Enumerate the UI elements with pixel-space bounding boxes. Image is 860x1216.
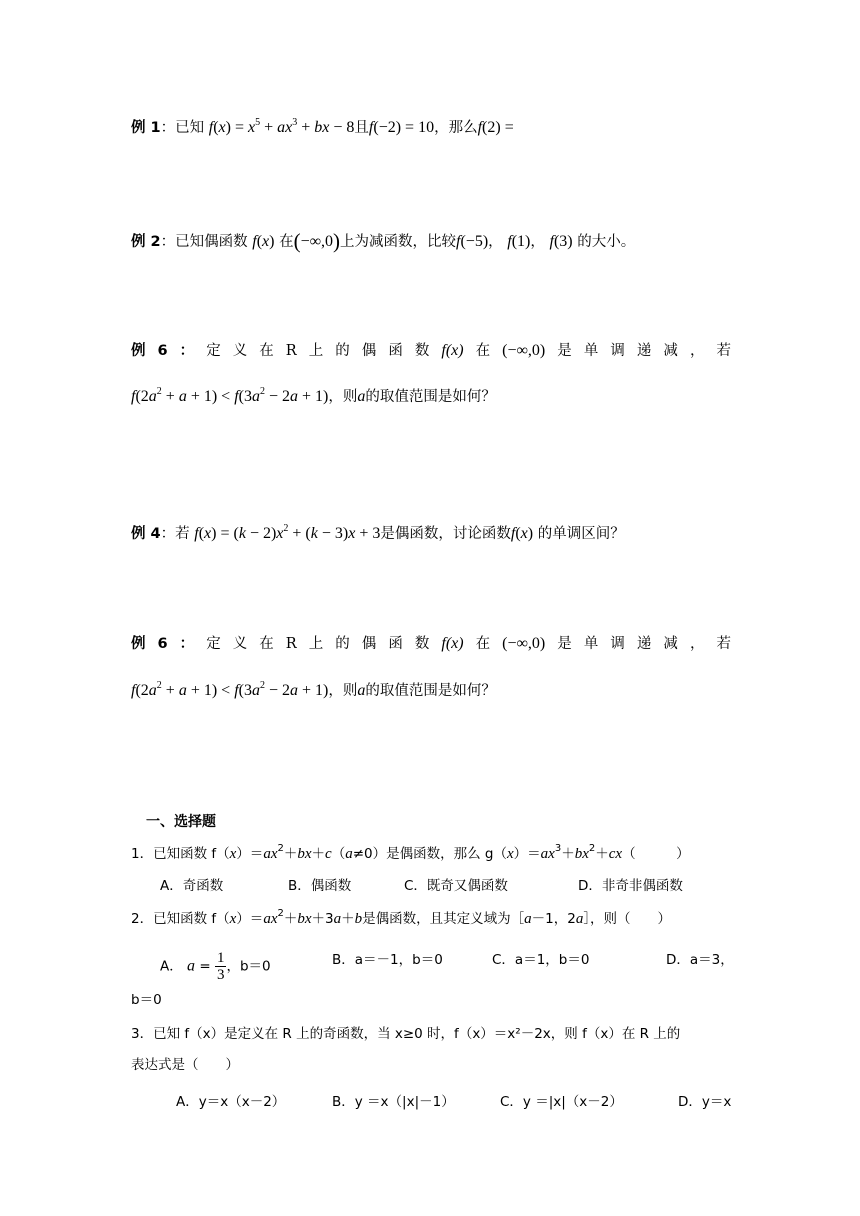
example-2-label: 例 2 [131, 234, 161, 250]
example-6-a-line-1: 例 6 ： 定 义 在 R 上 的 偶 函 数 f(x) 在 (−∞,0) 是 单 调 递 减 ， 若 [131, 342, 731, 359]
example-4-formula: $f(x) = (k - 2)x^2 + (k - 3)x + 3$ [194, 523, 381, 542]
question-3: 3．已知 f（x）是定义在 R 上的奇函数，当 x≥0 时，f（x）＝x²－2x，则 f（x）在 R 上的 [131, 1026, 681, 1042]
question-1: 1．已知函数 $f(x)=ax^2+bx+c(a\ne 0)$是偶函数，那么 $g(x)=ax^3+bx^2+cx$（ ） [131, 843, 690, 862]
example-6-b-line-1: 例 6 ： 定 义 在 R 上 的 偶 函 数 f(x) 在 (−∞,0) 是 单 调 递 减 ， 若 [131, 635, 731, 652]
example-6-b-line-2: $f(2a^2 + a + 1) < f(3a^2 - 2a + 1)$，则a的取值范围是如何？ [131, 680, 496, 699]
example-1-label: 例 1 [131, 120, 161, 136]
q2-option-d: D．a＝3， [666, 952, 734, 968]
q1-option-b: B．偶函数 [288, 878, 352, 894]
question-2: 2．已知函数 $f(x)=ax^2+bx+3a+b$是偶函数，且其定义域为［a－1，2a］，则（ ） [131, 908, 672, 927]
q3-option-c: C．y ＝|x|（x－2） [500, 1094, 623, 1110]
example-6-a-line-2: $f(2a^2 + a + 1) < f(3a^2 - 2a + 1)$，则a的取值范围是如何？ [131, 386, 496, 405]
q3-option-b: B．y ＝x（|x|－1） [332, 1094, 455, 1110]
example-1-condition: f(−2) = 10 [368, 119, 435, 136]
fraction-one-third: $\frac{1}{3}$ [216, 950, 225, 983]
example-2-interval: (−∞,0) [293, 229, 341, 253]
example-4-label: 例 4 [131, 526, 161, 542]
q2-option-a: A． a = $\frac{1}{3}$ ，b＝0 [160, 950, 271, 983]
example-6-a-inequality: $f(2a^2 + a + 1) < f(3a^2 - 2a + 1)$ [131, 386, 329, 405]
question-3-continued: 表达式是（ ） [131, 1057, 239, 1073]
q1-option-c: C．既奇又偶函数 [404, 878, 508, 894]
q3-option-d: D．y＝x [678, 1094, 732, 1110]
section-title: 一、选择题 [146, 814, 216, 830]
example-6-b-inequality: $f(2a^2 + a + 1) < f(3a^2 - 2a + 1)$ [131, 680, 329, 699]
q2-option-b: B．a＝－1，b＝0 [332, 952, 443, 968]
q1-option-d: D．非奇非偶函数 [578, 878, 683, 894]
q2-option-c: C．a＝1，b＝0 [492, 952, 590, 968]
q1-option-a: A．奇函数 [160, 878, 224, 894]
q2-option-d-continued: b＝0 [131, 992, 162, 1008]
example-2-func: f(x) [252, 233, 275, 250]
example-1: 例 1：已知 $f(x) = x^5 + ax^3$ + bx − 8且f(−2) = 10，那么f(2) = [131, 117, 514, 136]
example-2: 例 2：已知偶函数 f(x) 在(−∞,0)上为减函数，比较f(−5)， f(1)， f(3) 的大小。 [131, 229, 636, 253]
example-1-question: f(2) = [477, 119, 514, 136]
example-1-formula: $f(x) = x^5 + ax^3$ + bx − 8 [208, 117, 355, 136]
example-4: 例 4：若 $f(x) = (k - 2)x^2 + (k - 3)x + 3$是偶函数，讨论函数f(x) 的单调区间？ [131, 523, 625, 542]
q3-option-a: A．y＝x（x－2） [176, 1094, 286, 1110]
example-1-text: 已知 [175, 120, 205, 136]
